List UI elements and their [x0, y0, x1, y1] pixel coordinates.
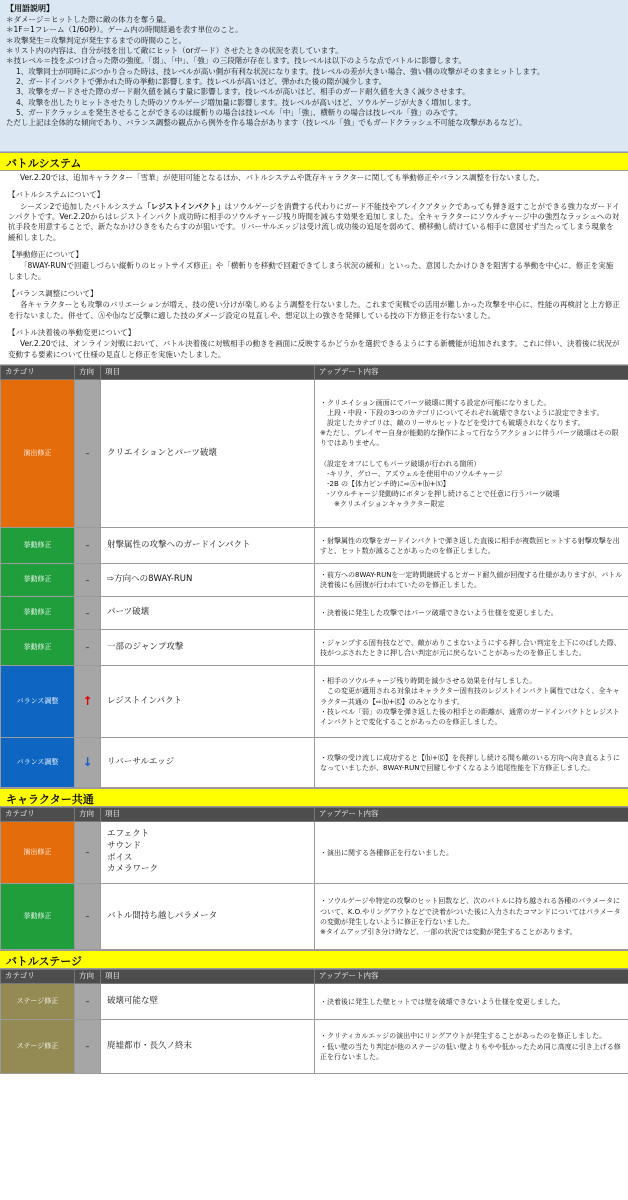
system-section-text: 各キャラクターとも攻撃のバリエーションが増え、技の使い分けが楽しめるよう調整を行ないました。これまで実戦での活用が難しかった攻撃を中心に、性能の再検討と上方修正を行ないました。併せて、Ⓐや⒝など反撃に適した技のダメージ設定の見直しや、想定以上の強さを発揮している技の下方修正を行ないました。 [8, 300, 620, 320]
content-line: ※クリエイションキャラクター限定 [320, 500, 445, 509]
item-line: サウンド [107, 840, 142, 851]
content-line: -ソウルチャージ発動時にボタンを押し続けることで任意に行うパーツ破壊 [320, 490, 560, 499]
section-text-post: はソウルゲージを消費する代わりにガード不能技やブレイクアタックであっても弾き返すことができる強力なガードインパクトです。Ver.2.20からはレジストインパクト成功時に相手のソウルチャージ残り時間を減らす効果を追加しました。全キャラクターにソウルチャージ中の強烈なラッシュへの対抗手段を用意することで、新たなかけひきをもたらすのが狙いです。リバーサルエッジは受け流し成功後の追尾を弱めて、横移動し続けている相手に意図せず当たってしまう現象を緩和しました。 [8, 201, 620, 242]
glossary-subline: 2、ガードインパクトで弾かれた時の挙動に影響します。技レベルが高いほど、弾かれた後の隙が減少します。 [16, 77, 387, 87]
content-cell: ・決着後に発生した壁ヒットでは壁を破壊できないよう仕様を変更しました。 [315, 984, 628, 1020]
item-cell: 射撃属性の攻撃へのガードインパクト [101, 528, 315, 564]
item-line: エフェクト [107, 829, 150, 840]
table-row [1, 630, 628, 666]
table-header-row [1, 808, 628, 822]
section-header-battle-stage: バトルステージ [0, 950, 628, 969]
content-line: この変更が適用される対象はキャラクター固有技のレジストインパクト属性ではなく、全キャラクター共通の【⇨⒝+⒢】のみとなります。 [320, 687, 620, 706]
item-line: カメラワーク [107, 864, 159, 875]
system-section-title: 【バトル決着後の挙動変更について】 [8, 328, 136, 338]
header-content: アップデート内容 [315, 808, 628, 822]
battle-system-description [0, 171, 628, 365]
content-line: -キリク、グロー、アズウェルを使用中のソウルチャージ [320, 469, 503, 478]
system-section-text [8, 202, 620, 243]
item-cell [101, 822, 315, 884]
content-line: ・技レベル「弱」の攻撃を弾き返した後の相手との距離が、通常のガードインパクトとレジストインパクトとで変化することがあったのを修正しました。 [320, 707, 620, 726]
down-arrow-icon: ↓ [82, 755, 93, 770]
header-direction: 方向 [75, 970, 101, 984]
system-section-title: 【挙動修正について】 [8, 250, 83, 260]
content-line: ※タイムアップ引き分け時など、一部の状況では変動が発生することがあります。 [320, 927, 577, 936]
content-cell [315, 380, 628, 528]
table-row [1, 666, 628, 738]
glossary-subline: 1、攻撃同士が同時にぶつかり合った時は、技レベルが高い側が有利な状況になります。技レベルの差が大きい場合、強い側の攻撃がそのままヒットします。 [16, 66, 545, 76]
glossary-title: 【用語説明】 [6, 4, 54, 13]
header-category: カテゴリ [1, 970, 75, 984]
header-item: 項目 [101, 970, 315, 984]
header-category: カテゴリ [1, 808, 75, 822]
item-line: ボイス [107, 852, 133, 863]
category-cell: 演出修正 [1, 822, 75, 884]
direction-cell: – [75, 822, 101, 884]
content-line: 設定したカテゴリは、敵のリーサルヒットなどを受けても破壊されなくなります。 [320, 419, 585, 428]
table-row [1, 884, 628, 950]
system-section [8, 328, 620, 360]
content-cell: ・決着後に発生した攻撃ではパーツ破壊できないよう仕様を変更しました。 [315, 597, 628, 630]
table-row [1, 597, 628, 630]
content-cell: ・ジャンプする固有技などで、敵がめりこまないようにする押し合い判定を上下にのばした際、技がつぶされたときに押し合い判定が元に戻らないことがあったのを修正しました。 [315, 630, 628, 666]
glossary-panel [0, 0, 628, 152]
table-header-row [1, 970, 628, 984]
header-content: アップデート内容 [315, 970, 628, 984]
glossary-line: ＊技レベル＝技をぶつけ合った際の強度。「弱」、「中」、「強」の三段階が存在します。技レベルは以下のような点でバトルに影響します。 [6, 56, 466, 66]
header-direction: 方向 [75, 366, 101, 380]
section-text-bold: 「レジストインパクト」 [143, 201, 225, 211]
content-cell [315, 884, 628, 950]
content-cell: ・射撃属性の攻撃をガードインパクトで弾き返した直後に相手が複数回ヒットする射撃攻撃を出すと、ヒット数が減ることがあったのを修正しました。 [315, 528, 628, 564]
direction-cell: – [75, 1020, 101, 1074]
section-header-battle-system: バトルシステム [0, 152, 628, 171]
direction-cell [75, 738, 101, 788]
category-cell: ステージ修正 [1, 984, 75, 1020]
glossary-subline: 5、ガードクラッシュを発生させることができるのは縦斬りの場合は技レベル「中」「強」、横斬りの場合は技レベル「強」のみです。 [16, 108, 463, 118]
section-header-character-common: キャラクター共通 [0, 788, 628, 807]
direction-cell: – [75, 984, 101, 1020]
direction-cell: – [75, 380, 101, 528]
category-cell: 挙動修正 [1, 564, 75, 597]
content-line: ・ソウルゲージや特定の攻撃のヒット回数など、次のバトルに持ち越される各種のパラメータについて、K.O.やリングアウトなどで決着がついた後に入力されたコマンドについてはパラメータの変動が発生しないように修正を行ないました。 [320, 897, 621, 926]
category-cell: ステージ修正 [1, 1020, 75, 1074]
category-cell: 挙動修正 [1, 528, 75, 564]
content-line: -2B の【体力ピンチ時に⇨Ⓐ+⒝+⒳】 [320, 480, 450, 488]
category-cell: 挙動修正 [1, 884, 75, 950]
direction-cell [75, 666, 101, 738]
header-content: アップデート内容 [315, 366, 628, 380]
system-section-title: 【バランス調整について】 [8, 289, 98, 299]
item-cell: リバーサルエッジ [101, 738, 315, 788]
system-section [8, 250, 620, 282]
item-cell: レジストインパクト [101, 666, 315, 738]
direction-cell: – [75, 564, 101, 597]
character-common-table [0, 807, 628, 950]
content-cell [315, 666, 628, 738]
battle-stage-table [0, 969, 628, 1074]
content-cell: ・前方への8WAY-RUNを一定時間継続するとガード耐久値が回復する仕様がありますが、バトル決着後にも回復が行われていたのを修正しました。 [315, 564, 628, 597]
item-cell: ⇨方向への8WAY-RUN [101, 564, 315, 597]
category-cell: 演出修正 [1, 380, 75, 528]
up-arrow-icon: ↑ [82, 694, 93, 709]
glossary-line: ＊ダメージ＝ヒットした際に敵の体力を奪う量。 [6, 15, 171, 25]
item-cell: パーツ破壊 [101, 597, 315, 630]
glossary-line: ＊攻撃発生＝攻撃判定が発生するまでの時間のこと。 [6, 35, 186, 45]
item-cell: 破壊可能な壁 [101, 984, 315, 1020]
content-cell: ・演出に関する各種修正を行ないました。 [315, 822, 628, 884]
glossary-subline: 4、攻撃を出したりヒットさせたりした時のソウルゲージ増加量に影響します。技レベルが高いほど、ソウルゲージが大きく増加します。 [16, 97, 476, 107]
system-section-text: 「8WAY-RUNで回避しづらい縦斬りのヒットサイズ修正」や「横斬りを移動で回避できてしまう状況の緩和」といった、意図したかけひきを阻害する挙動を中心に、修正を実施しました。 [8, 261, 614, 281]
system-section-text: Ver.2.20では、オンライン対戦において、バトル決着後に対戦相手の動きを画面に反映するかどうかを選択できるようにする新機能が追加されます。これに伴い、決着後に状況が変動する要素について仕様の見直しと修正を実施いたしました。 [8, 339, 620, 359]
table-row [1, 564, 628, 597]
table-row [1, 528, 628, 564]
content-line: ・低い壁の当たり判定が他のステージの低い壁よりもやや低かったため同じ高度に引き上げる修正を行ないました。 [320, 1042, 621, 1061]
content-line: （設定をオフにしてもパーツ破壊が行われる箇所） [320, 459, 481, 468]
table-row [1, 380, 628, 528]
direction-cell: – [75, 630, 101, 666]
header-item: 項目 [101, 366, 315, 380]
header-direction: 方向 [75, 808, 101, 822]
battle-system-table [0, 365, 628, 788]
glossary-line: ＊1F＝1フレーム（1/60秒）。ゲーム内の時間経過を表す単位のこと。 [6, 25, 243, 35]
table-row [1, 822, 628, 884]
content-line: ※ただし、プレイヤー自身が能動的な操作によって行なうアクションに伴うパーツ破壊はその限りではありません。 [320, 429, 619, 448]
system-section [8, 289, 620, 321]
direction-cell: – [75, 884, 101, 950]
direction-cell: – [75, 597, 101, 630]
content-line: ・クリティカルエッジの演出中にリングアウトが発生することがあったのを修正しました。 [320, 1032, 606, 1041]
content-line: ・クリエイション画面にてパーツ破壊に関する設定が可能になりました。 [320, 398, 551, 407]
glossary-footer: ただし上記は全体的な傾向であり、バランス調整の観点から例外を作る場合があります（技レベル「強」でもガードクラッシュ不可能な攻撃があるなど）。 [6, 118, 527, 128]
system-section [8, 190, 620, 243]
glossary-subline: 3、攻撃をガードさせた際のガード耐久値を減らす量に影響します。技レベルが高いほど、相手のガード耐久値を大きく減少させます。 [16, 87, 470, 97]
content-line: ・相手のソウルチャージ残り時間を減少させる効果を付与しました。 [320, 677, 537, 686]
category-cell: 挙動修正 [1, 597, 75, 630]
content-line [320, 449, 623, 459]
category-cell: 挙動修正 [1, 630, 75, 666]
glossary-line: ＊リスト内の内容は、自分が技を出して敵にヒット（orガード）させたときの状況を表しています。 [6, 46, 343, 56]
direction-cell: – [75, 528, 101, 564]
table-row [1, 1020, 628, 1074]
item-cell: クリエイションとパーツ破壊 [101, 380, 315, 528]
content-cell: ・攻撃の受け流しに成功すると【⒝+⒢】を長押しし続ける間も敵のいる方向へ向き直るようになっていましたが、8WAY-RUNで回避しやすくなるよう追尾性能を下方修正しました。 [315, 738, 628, 788]
system-section-title: 【バトルシステムについて】 [8, 190, 105, 200]
table-row [1, 984, 628, 1020]
section-text-pre: シーズン2で追加したバトルシステム [20, 201, 144, 211]
table-header-row [1, 366, 628, 380]
category-cell: バランス調整 [1, 666, 75, 738]
battle-system-intro: Ver.2.20では、追加キャラクター「雪華」が使用可能となるほか、バトルシステムや既存キャラクターに関しても挙動修正やバランス調整を行ないました。 [20, 173, 545, 182]
item-cell: バトル間持ち越しパラメータ [101, 884, 315, 950]
header-category: カテゴリ [1, 366, 75, 380]
category-cell: バランス調整 [1, 738, 75, 788]
item-cell: 一部のジャンプ攻撃 [101, 630, 315, 666]
header-item: 項目 [101, 808, 315, 822]
content-line: 上段・中段・下段の3つのカテゴリについてそれぞれ破壊できないように設定できます。 [320, 409, 604, 418]
table-row [1, 738, 628, 788]
content-cell [315, 1020, 628, 1074]
item-cell: 廃墟都市・長久ノ終末 [101, 1020, 315, 1074]
